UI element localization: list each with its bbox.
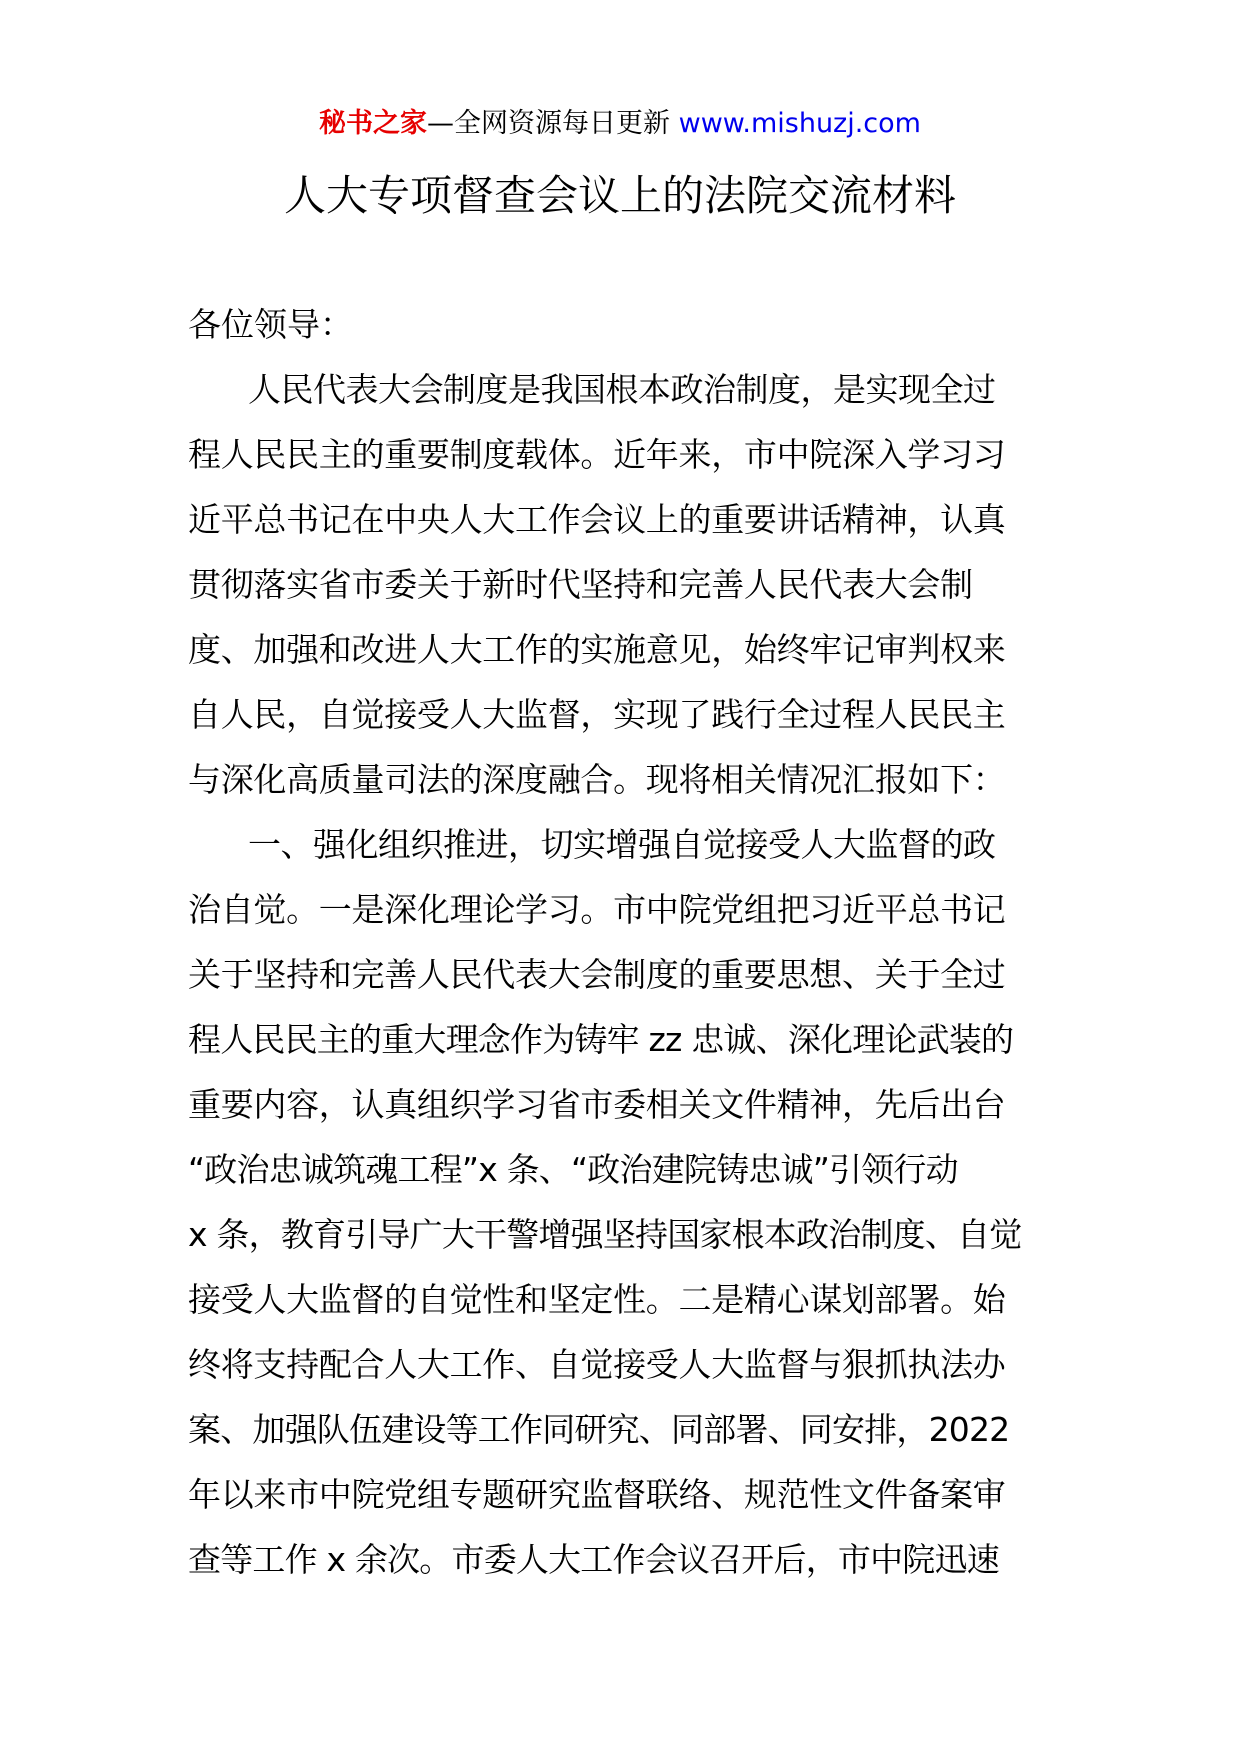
site-brand-name: 秘书之家: [319, 108, 428, 139]
body-line: 关于坚持和完善人民代表大会制度的重要思想、关于全过: [188, 955, 1006, 994]
body-line: 与深化高质量司法的深度融合。现将相关情况汇报如下：: [188, 760, 1006, 799]
site-banner: [0, 104, 1240, 144]
body-line: x 条，教育引导广大干警增强坚持国家根本政治制度、自觉: [188, 1215, 1022, 1254]
body-line: “政治忠诚筑魂工程”x 条、“政治建院铸忠诚”引领行动: [188, 1150, 958, 1189]
section-heading-line: 一、强化组织推进，切实增强自觉接受人大监督的政: [248, 825, 996, 864]
body-line: 重要内容，认真组织学习省市委相关文件精神，先后出台: [188, 1085, 1006, 1124]
salutation-line: 各位领导：: [188, 305, 353, 344]
site-tagline: —全网资源每日更新: [427, 108, 671, 139]
body-line: 治自觉。一是深化理论学习。市中院党组把习近平总书记: [188, 890, 1006, 929]
body-line: 案、加强队伍建设等工作同研究、同部署、同安排，2022: [188, 1410, 1010, 1449]
body-line: 终将支持配合人大工作、自觉接受人大监督与狠抓执法办: [188, 1345, 1006, 1384]
body-line: 自人民，自觉接受人大监督，实现了践行全过程人民民主: [188, 695, 1006, 734]
document-title: 人大专项督查会议上的法院交流材料: [283, 171, 956, 220]
body-line: 接受人大监督的自觉性和坚定性。二是精心谋划部署。始: [188, 1280, 1006, 1319]
body-line: 程人民民主的重要制度载体。近年来，市中院深入学习习: [188, 435, 1006, 474]
body-line: 年以来市中院党组专题研究监督联络、规范性文件备案审: [188, 1475, 1006, 1514]
body-line: 查等工作 x 余次。市委人大工作会议召开后，市中院迅速: [188, 1540, 999, 1579]
body-line: 程人民民主的重大理念作为铸牢 zz 忠诚、深化理论武装的: [188, 1020, 1014, 1059]
body-line: 贯彻落实省市委关于新时代坚持和完善人民代表大会制: [188, 565, 973, 604]
body-line: 人民代表大会制度是我国根本政治制度，是实现全过: [248, 370, 996, 409]
document-body: [188, 292, 1058, 1592]
body-line: 近平总书记在中央人大工作会议上的重要讲话精神，认真: [188, 500, 1006, 539]
body-line: 度、加强和改进人大工作的实施意见，始终牢记审判权来: [188, 630, 1006, 669]
site-url-link[interactable]: www.mishuzj.com: [678, 108, 921, 139]
